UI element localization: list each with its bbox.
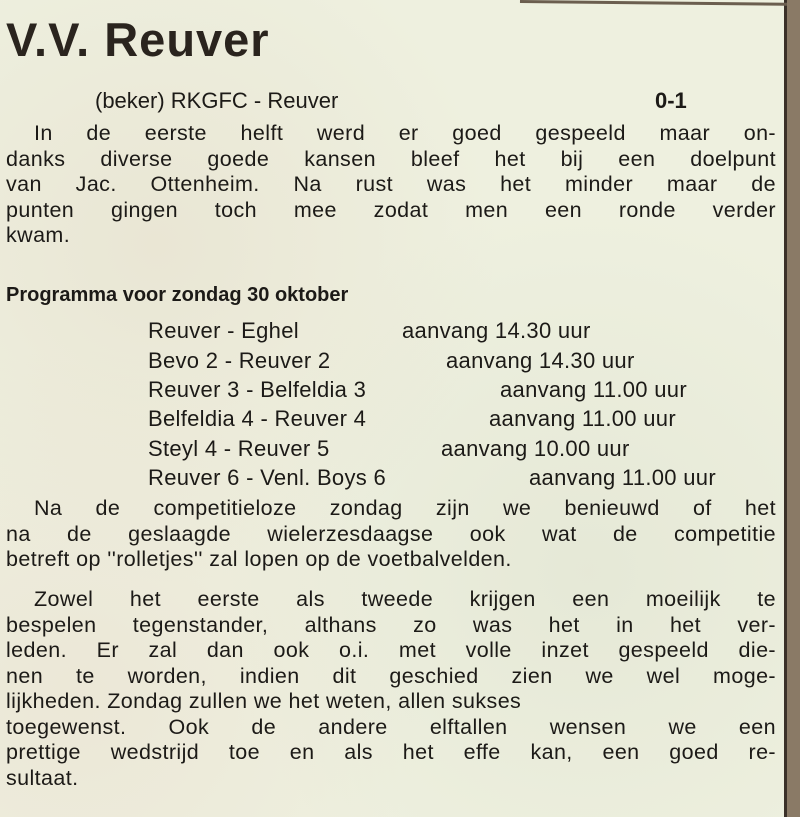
fixture-match: Bevo 2 - Reuver 2: [148, 348, 331, 373]
programme-heading: Programma voor zondag 30 oktober: [6, 284, 349, 306]
text-line: van Jac. Ottenheim. Na rust was het minder maar de: [6, 172, 776, 196]
text-line: nen te worden, indien dit geschied zien we wel moge-: [6, 663, 776, 688]
fixture-match: Reuver 6 - Venl. Boys 6: [148, 465, 387, 490]
text-line: leden. Er zal dan ook o.i. met volle inzet gespeeld die-: [6, 638, 776, 662]
fixture-match: Reuver - Eghel: [148, 318, 299, 343]
fixture-match: Belfeldia 4 - Reuver 4: [148, 406, 367, 431]
fixture-match: Reuver 3 - Belfeldia 3: [148, 377, 367, 402]
text-line: lijkheden. Zondag zullen we het weten, allen sukses: [6, 689, 522, 713]
fixture-start: aanvang 11.00 uur: [529, 465, 716, 490]
cup-result-score: 0-1: [655, 88, 687, 113]
text-line: betreft op ''rolletjes'' zal lopen op de voetbalvelden.: [6, 547, 512, 571]
text-line: bespelen tegenstander, althans zo was het in het ver-: [6, 612, 776, 637]
competition-paragraph: [6, 496, 776, 573]
match-report-paragraph: [6, 121, 776, 249]
text-line: Na de competitieloze zondag zijn we benieuwd of het: [34, 496, 776, 520]
text-line: kwam.: [6, 223, 71, 247]
fixture-start: aanvang 11.00 uur: [489, 406, 676, 431]
fixture-start: aanvang 14.30 uur: [446, 348, 635, 373]
text-line: danks diverse goede kansen bleef het bij een doelpunt: [6, 146, 776, 171]
text-line: punten gingen toch mee zodat men een ronde verder: [6, 197, 776, 222]
fixture-start: aanvang 11.00 uur: [500, 377, 687, 402]
outlook-paragraph: [6, 587, 776, 791]
fixture-start: aanvang 10.00 uur: [441, 436, 630, 461]
cup-result-match: (beker) RKGFC - Reuver: [95, 88, 339, 113]
fixture-start: aanvang 14.30 uur: [402, 318, 591, 343]
text-line: toegewenst. Ook de andere elftallen wensen we een: [6, 714, 776, 739]
paper-edge: [520, 0, 787, 6]
text-line: In de eerste helft werd er goed gespeeld maar on-: [34, 121, 776, 145]
text-line: Zowel het eerste als tweede krijgen een moeilijk te: [34, 587, 776, 611]
fixture-match: Steyl 4 - Reuver 5: [148, 436, 330, 461]
text-line: sultaat.: [6, 765, 79, 790]
article-title: V.V. Reuver: [6, 13, 270, 66]
text-line: na de geslaagde wielerzesdaagse ook wat de competitie: [6, 521, 776, 546]
text-line: prettige wedstrijd toe en als het effe kan, een goed re-: [6, 740, 776, 764]
